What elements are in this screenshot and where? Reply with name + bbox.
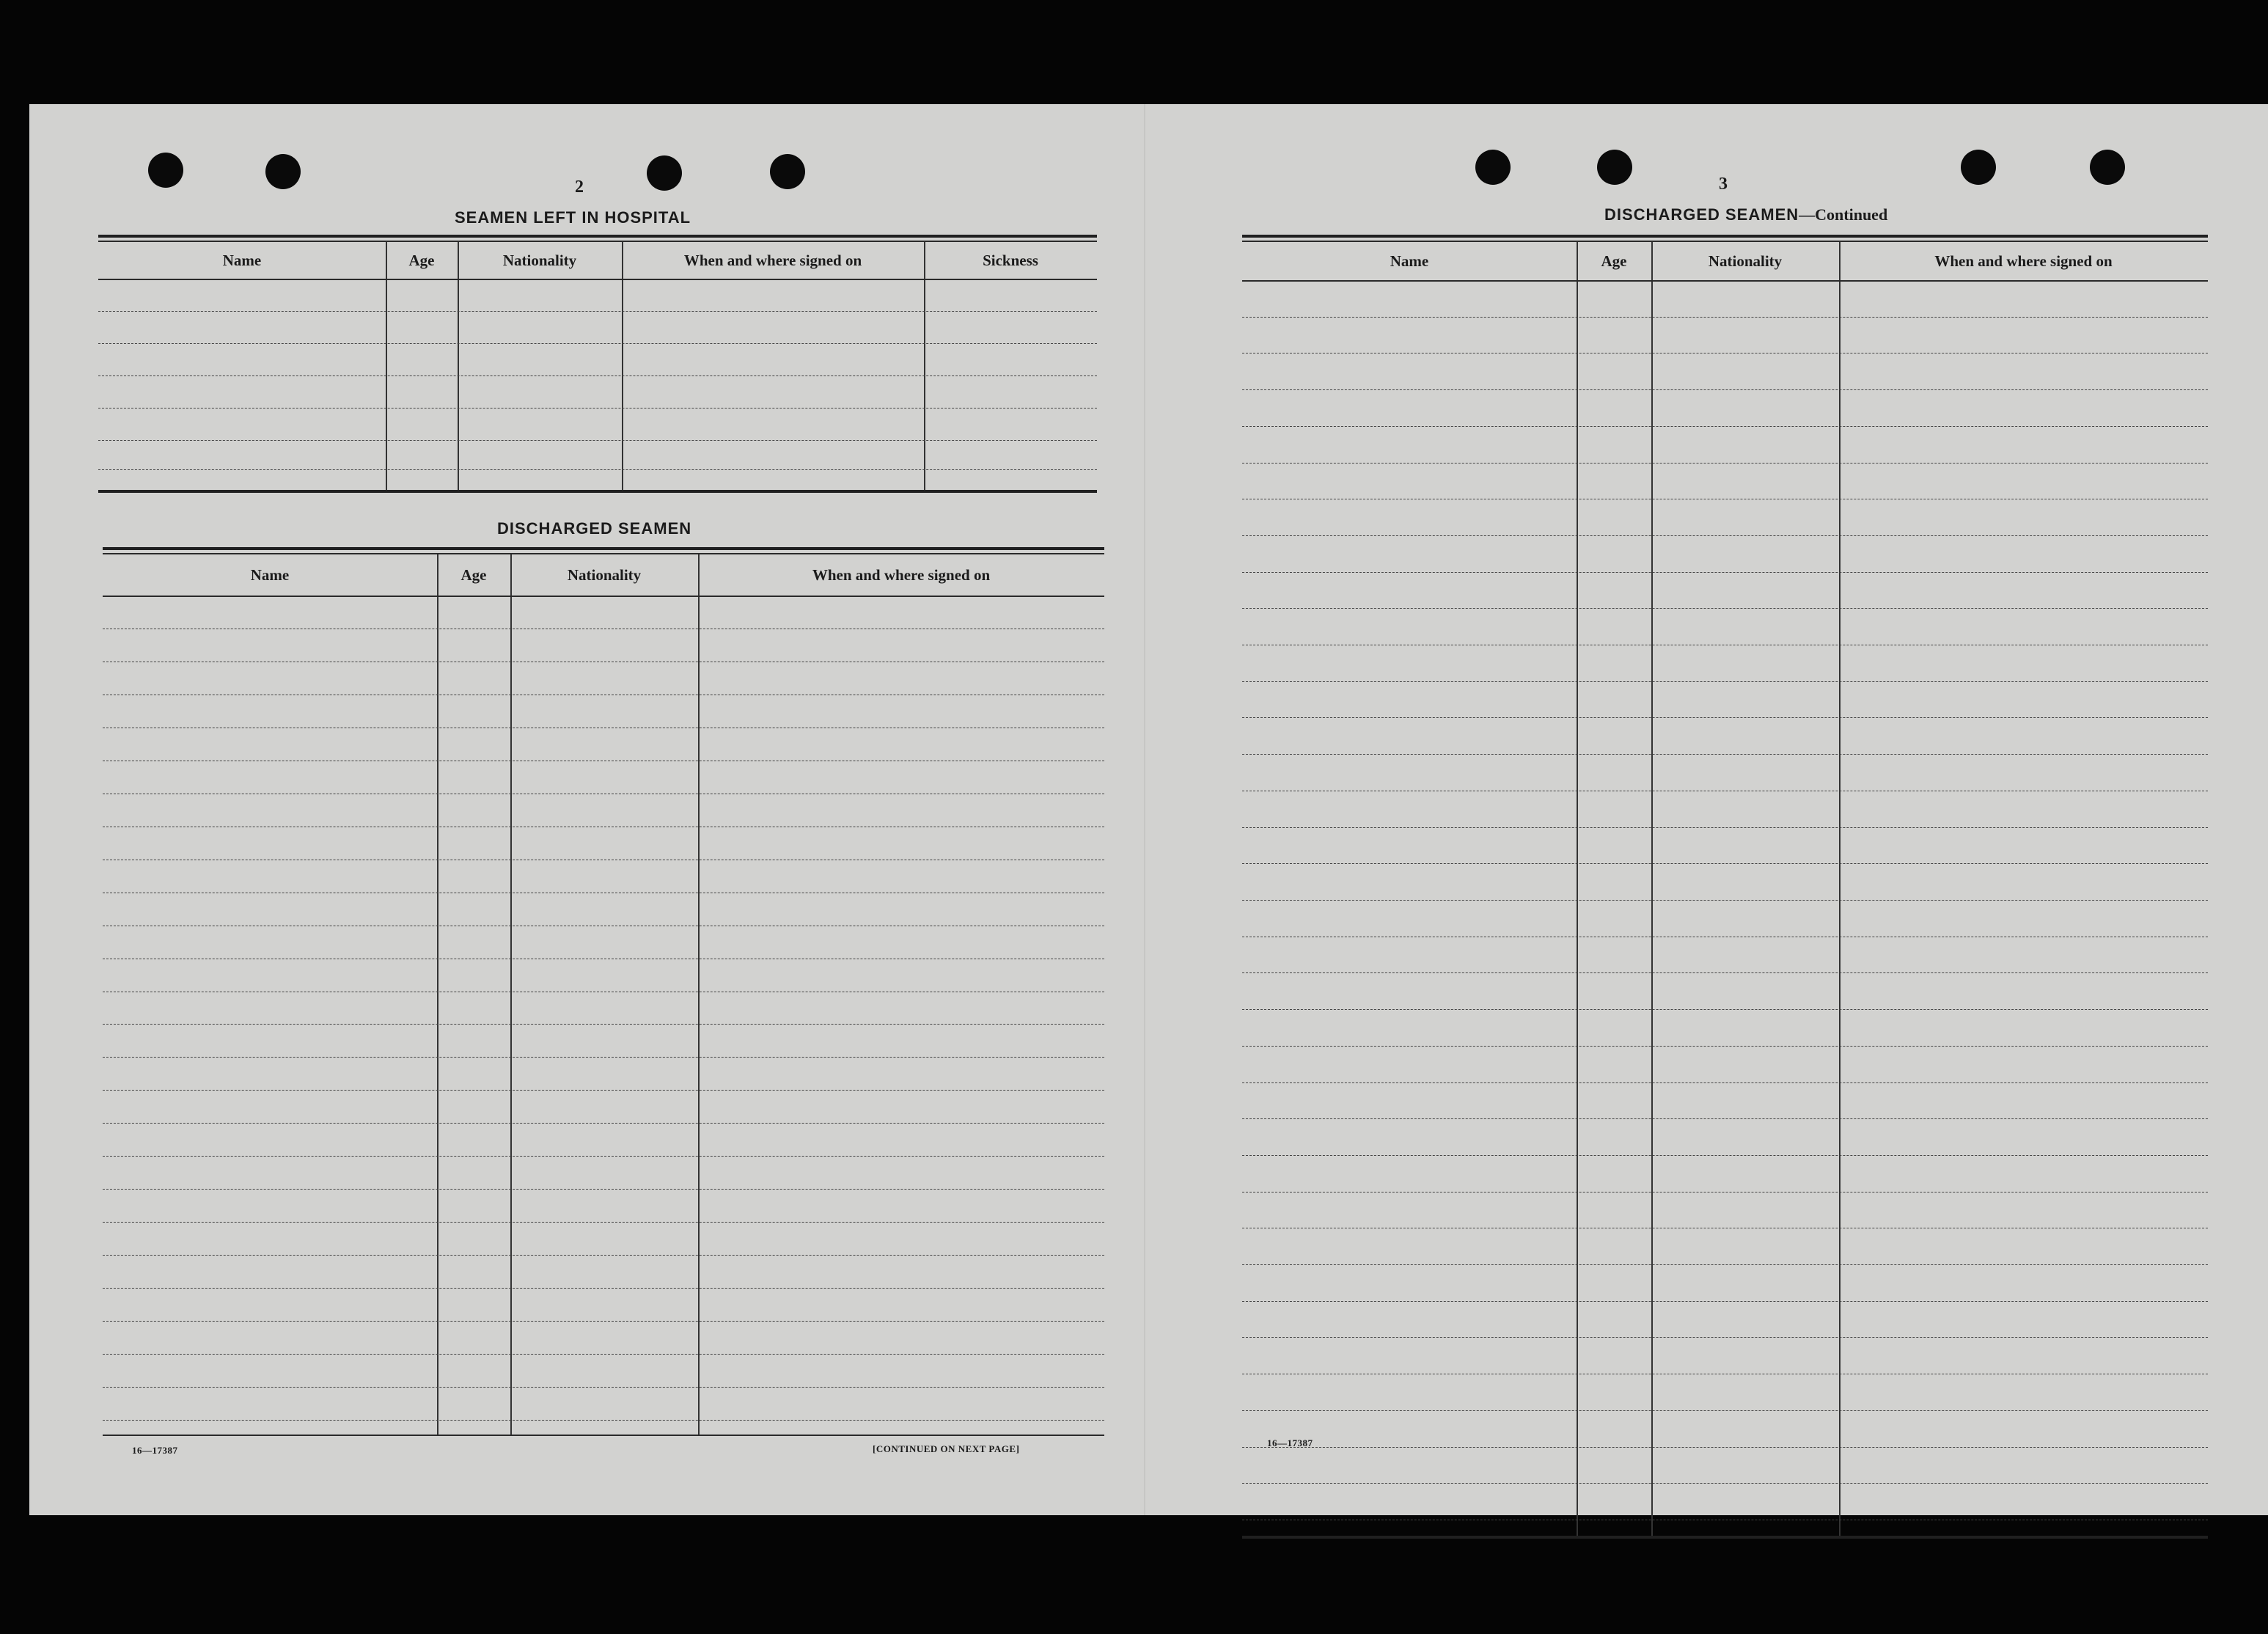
punch-hole [770, 154, 805, 189]
discharged-section-title: DISCHARGED SEAMEN [497, 519, 692, 538]
page-number: 2 [575, 177, 584, 197]
punch-hole [1961, 150, 1996, 185]
header-bottom-rule [1242, 280, 2208, 282]
punch-hole [2090, 150, 2125, 185]
entry-row [1242, 1009, 2208, 1010]
column-divider [437, 554, 438, 1436]
entry-row [1242, 572, 2208, 573]
entry-row [103, 1321, 1104, 1322]
table-top-rule [1242, 235, 2208, 238]
punch-hole [1475, 150, 1511, 185]
page-number: 3 [1719, 175, 1728, 194]
entry-row [98, 440, 1097, 441]
column-header-sickness: Sickness [983, 251, 1038, 269]
hospital-section-title: SEAMEN LEFT IN HOSPITAL [455, 208, 691, 227]
column-header-signed-on: When and where signed on [812, 565, 991, 584]
entry-row [1242, 1447, 2208, 1448]
entry-row [98, 469, 1097, 470]
entry-row [103, 1387, 1104, 1388]
entry-row [1242, 1410, 2208, 1411]
entry-row [1242, 317, 2208, 318]
table-top-rule [103, 547, 1104, 550]
entry-row [1242, 1483, 2208, 1484]
entry-row [1242, 1082, 2208, 1083]
entry-row [1242, 972, 2208, 973]
entry-row [1242, 1301, 2208, 1302]
entry-row [1242, 863, 2208, 864]
column-header-name: Name [250, 565, 290, 584]
entry-row [1242, 1118, 2208, 1119]
section-title: DISCHARGED SEAMEN [1604, 205, 1799, 224]
column-header-signed-on: When and where signed on [1934, 252, 2113, 270]
entry-row [103, 1222, 1104, 1223]
entry-row [103, 1189, 1104, 1190]
table-bottom-rule [1242, 1536, 2208, 1539]
punch-hole [647, 155, 682, 191]
entry-row [1242, 1264, 2208, 1265]
entry-row [1242, 717, 2208, 718]
entry-row [1242, 827, 2208, 828]
discharged-continued-title [1604, 205, 1887, 224]
discharged-continued-table [1242, 235, 2208, 1540]
entry-row [1242, 608, 2208, 609]
header-bottom-rule [103, 596, 1104, 597]
entry-row [103, 1255, 1104, 1256]
entry-row [1242, 754, 2208, 755]
column-header-signed-on: When and where signed on [683, 251, 862, 269]
entry-row [1242, 1155, 2208, 1156]
continued-suffix: —Continued [1799, 205, 1888, 224]
entry-row [103, 1024, 1104, 1025]
table-top-rule [98, 235, 1097, 238]
right-page [1144, 104, 2268, 1515]
continued-note: [CONTINUED ON NEXT PAGE] [873, 1443, 1020, 1454]
entry-row [1242, 900, 2208, 901]
entry-row [103, 1420, 1104, 1421]
left-page [29, 104, 1144, 1515]
entry-row [1242, 681, 2208, 682]
column-divider [698, 554, 700, 1436]
entry-row [1242, 389, 2208, 390]
entry-row [103, 1057, 1104, 1058]
punch-hole [148, 153, 183, 188]
entry-row [1242, 463, 2208, 464]
entry-row [103, 1354, 1104, 1355]
table-bottom-rule [103, 1435, 1104, 1436]
column-divider [1577, 242, 1578, 1536]
entry-row [103, 1288, 1104, 1289]
entry-row [1242, 1046, 2208, 1047]
entry-row [103, 1156, 1104, 1157]
table-bottom-rule [98, 490, 1097, 493]
column-header-name: Name [222, 251, 262, 269]
entry-row [103, 1123, 1104, 1124]
column-header-nationality: Nationality [1708, 252, 1783, 270]
manifest-sheet [29, 104, 2268, 1515]
column-header-age: Age [408, 251, 435, 269]
column-divider [1839, 242, 1841, 1536]
column-divider [1651, 242, 1653, 1536]
entry-row [1242, 426, 2208, 427]
column-header-nationality: Nationality [567, 565, 642, 584]
column-header-nationality: Nationality [502, 251, 577, 269]
entry-row [1242, 535, 2208, 536]
hospital-table [98, 235, 1097, 499]
entry-row [98, 311, 1097, 312]
punch-hole [1597, 150, 1632, 185]
column-header-age: Age [1601, 252, 1627, 270]
form-number: 16—17387 [132, 1445, 178, 1456]
discharged-table [103, 547, 1104, 1552]
column-header-name: Name [1390, 252, 1429, 270]
column-header-age: Age [460, 565, 487, 584]
entry-row [1242, 1337, 2208, 1338]
form-number: 16—17387 [1267, 1437, 1313, 1448]
column-divider [510, 554, 512, 1436]
entry-row [98, 343, 1097, 344]
header-bottom-rule [98, 279, 1097, 280]
entry-row [98, 375, 1097, 376]
entry-row [103, 1090, 1104, 1091]
punch-hole [265, 154, 301, 189]
